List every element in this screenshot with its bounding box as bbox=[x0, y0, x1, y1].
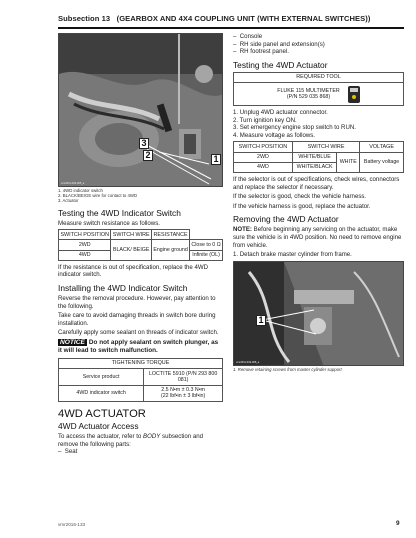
list-item: 2. Turn ignition key ON. bbox=[233, 116, 297, 124]
subsection-title: (GEARBOX AND 4X4 COUPLING UNIT (WITH EXTERNAL SWITCHES)) bbox=[116, 14, 371, 23]
table-cell: LOCTITE 5910 (P/N 293 800 081) bbox=[144, 369, 223, 385]
list-item: – Console bbox=[233, 33, 404, 41]
tool-name: FLUKE 115 MULTIMETER bbox=[277, 87, 340, 94]
table-header: REQUIRED TOOL bbox=[234, 72, 404, 82]
table-header: SWITCH WIRE bbox=[111, 230, 152, 240]
section-heading: Testing the 4WD Indicator Switch bbox=[58, 207, 181, 218]
notice-badge: NOTICE bbox=[60, 338, 85, 346]
table-cell: 2WD bbox=[59, 240, 111, 250]
parts-list bbox=[58, 448, 223, 456]
table-cell: BLACK/ BEIGE bbox=[111, 240, 152, 260]
callout-3: 3 bbox=[139, 138, 149, 149]
paragraph: If the vehicle harness is good, replace the actuator. bbox=[233, 202, 371, 210]
frame-illustration bbox=[234, 262, 404, 366]
list-item: – RH footrest panel. bbox=[233, 48, 404, 56]
section-heading: Installing the 4WD Indicator Switch bbox=[58, 283, 188, 293]
figure-caption: 1. Remove retaining screws from master cylinder support bbox=[233, 366, 342, 372]
table-cell bbox=[144, 385, 223, 401]
indicator-switch-photo bbox=[58, 33, 223, 187]
caption-line: 2. BLACK/BEIGE wire for contact to 4WD bbox=[58, 193, 138, 199]
table-row bbox=[59, 240, 223, 250]
torque-table bbox=[58, 358, 223, 402]
caption-line: 1. 4WD indicator switch bbox=[58, 188, 103, 193]
table-row bbox=[234, 152, 404, 162]
engine-illustration bbox=[59, 34, 223, 187]
caption-line: 3. Actuator bbox=[58, 198, 79, 204]
table-cell: Infinite (OL) bbox=[190, 250, 223, 260]
table-cell: WHITE bbox=[337, 152, 360, 172]
list-item: 3. Set emergency engine stop switch to RUN. bbox=[233, 124, 356, 132]
list-item: 1. Unplug 4WD actuator connector. bbox=[233, 108, 328, 116]
required-tool-table bbox=[233, 72, 404, 106]
subsection-reference: BODY bbox=[143, 432, 161, 440]
paragraph: Carefully apply some sealant on threads of indicator switch. bbox=[58, 329, 219, 337]
section-heading: Removing the 4WD Actuator bbox=[233, 214, 339, 225]
table-header: SWITCH POSITION bbox=[59, 230, 111, 240]
table-header: RESISTANCE bbox=[151, 230, 189, 240]
figure-code: vmr2011-019-008_a bbox=[236, 360, 260, 364]
paragraph: Take care to avoid damaging threads in switch bore during installation. bbox=[58, 312, 216, 327]
subsection-label: Subsection 13 bbox=[58, 14, 111, 23]
table-header: VOLTAGE bbox=[360, 142, 404, 152]
paragraph: Reverse the removal procedure. However, pay attention to the following. bbox=[58, 295, 216, 310]
list-item: 4. Measure voltage as follows. bbox=[233, 131, 315, 139]
paragraph: To access the actuator, refer to BODY subsection and remove the following parts: bbox=[58, 432, 204, 448]
paragraph: Measure switch resistance as follows. bbox=[58, 219, 160, 227]
table-cell: Close to 0 Ω bbox=[190, 240, 223, 250]
callout-1: 1 bbox=[256, 315, 266, 326]
tool-part-number: (P/N 529 035 868) bbox=[286, 93, 331, 100]
header-rule bbox=[58, 27, 404, 29]
list-item: – Seat bbox=[58, 448, 223, 456]
table-cell: Service product bbox=[59, 369, 144, 385]
figure-caption bbox=[58, 188, 223, 204]
table-row bbox=[59, 369, 223, 385]
table-cell: 4WD bbox=[234, 162, 293, 172]
test-steps bbox=[233, 109, 404, 139]
torque-metric: 2.5 N•m ± 0.3 N•m bbox=[161, 387, 205, 394]
resistance-table bbox=[58, 229, 223, 261]
table-cell: Engine ground bbox=[151, 240, 189, 260]
list-item: – RH side panel and extension(s) bbox=[233, 41, 404, 49]
paragraph: If the selector is out of specifications, check wires, connectors and replace the selector if necessary. bbox=[233, 175, 400, 191]
table-cell: WHITE/BLACK bbox=[292, 162, 336, 172]
page-header bbox=[58, 14, 404, 23]
master-cylinder-photo bbox=[233, 261, 404, 366]
paragraph: If the resistance is out of specification, replace the 4WD indicator switch. bbox=[58, 263, 209, 279]
note-paragraph: NOTE: Before beginning any servicing on the actuator, make sure the vehicle is in 4WD position. No need to remove engine from vehicle. bbox=[233, 226, 402, 249]
main-heading: 4WD ACTUATOR bbox=[58, 407, 146, 420]
multimeter-icon bbox=[348, 86, 360, 103]
section-heading: 4WD Actuator Access bbox=[58, 420, 139, 431]
voltage-table bbox=[233, 141, 404, 173]
figure-code: vmr2011-019-005_a bbox=[61, 182, 85, 185]
table-cell: Battery voltage bbox=[360, 152, 404, 172]
page-number: 9 bbox=[396, 520, 400, 527]
paragraph: 1. Detach brake master cylinder from frame. bbox=[233, 251, 352, 259]
table-cell bbox=[234, 82, 404, 105]
torque-imperial: (22 lbf•in ± 3 lbf•in) bbox=[160, 393, 206, 400]
notice bbox=[58, 339, 223, 355]
table-cell: 4WD bbox=[59, 250, 111, 260]
callout-1: 1 bbox=[211, 154, 221, 165]
paragraph: If the selector is good, check the vehicle harness. bbox=[233, 193, 367, 201]
table-row bbox=[234, 82, 404, 105]
note-label: NOTE: bbox=[233, 226, 252, 234]
section-heading: Testing the 4WD Actuator bbox=[233, 59, 328, 70]
callout-2: 2 bbox=[143, 150, 153, 161]
notice-text: Do not apply sealant on switch plunger, as it will lead to switch malfunction. bbox=[58, 338, 219, 354]
table-cell: WHITE/BLUE bbox=[292, 152, 336, 162]
footer-doc-code: vmr2016-133 bbox=[58, 522, 86, 527]
parts-list-continued bbox=[233, 33, 404, 56]
right-column bbox=[233, 33, 404, 372]
table-header: TIGHTENING TORQUE bbox=[59, 358, 223, 368]
table-header: SWITCH POSITION bbox=[234, 142, 293, 152]
table-header: SWITCH WIRE bbox=[292, 142, 359, 152]
table-cell: 4WD indicator switch bbox=[59, 385, 144, 401]
table-row bbox=[59, 385, 223, 401]
table-cell: 2WD bbox=[234, 152, 293, 162]
left-column bbox=[58, 33, 223, 456]
